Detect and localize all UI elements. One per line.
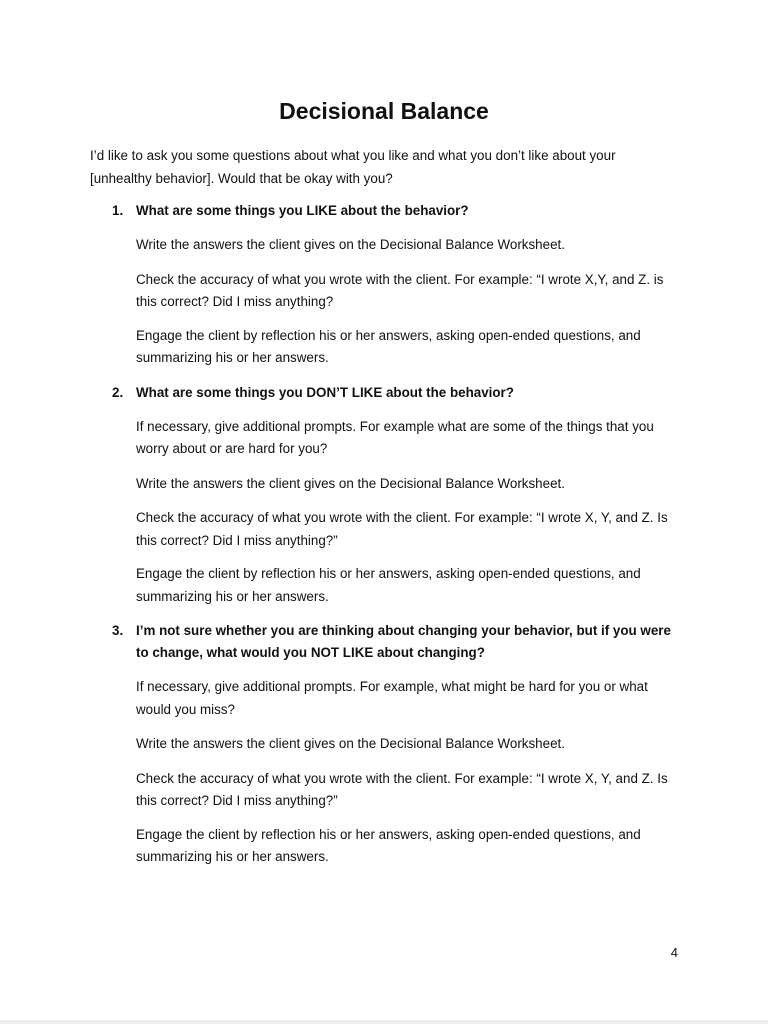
page-bottom-edge (0, 1020, 768, 1024)
instruction-paragraph: Write the answers the client gives on the Decisional Balance Worksheet. (136, 237, 565, 252)
instruction-paragraph: Check the accuracy of what you wrote with the client. For example: “I wrote X,Y, and Z. is this correct? Did I miss anything? (136, 271, 664, 309)
instruction-paragraph: If necessary, give additional prompts. For example what are some of the things that you worry about or are hard for you? (136, 418, 654, 456)
question-number: 1. (112, 203, 124, 218)
instruction-paragraph: Write the answers the client gives on the Decisional Balance Worksheet. (136, 475, 565, 491)
instruction-paragraph: Engage the client by reflection his or her answers, asking open-ended questions, and summarizing his or her answers. (136, 826, 641, 864)
instruction-paragraph: If necessary, give additional prompts. For example, what might be hard for you or what would you miss? (136, 679, 648, 717)
page-title: Decisional Balance (279, 98, 489, 124)
question-item-2 (0, 382, 768, 609)
instruction-paragraph: Check the accuracy of what you wrote with the client. For example: “I wrote X, Y, and Z. Is this correct? Did I miss anything?” (136, 770, 668, 808)
intro-paragraph: I’d like to ask you some questions about what you like and what you don’t like about your [unhealthy behavior]. Would that be okay with you? (90, 148, 616, 186)
question-number: 3. (112, 623, 124, 638)
instruction-paragraph: Check the accuracy of what you wrote with the client. For example: “I wrote X, Y, and Z. Is this correct? Did I miss anything?” (136, 510, 668, 548)
question-item-3 (0, 620, 768, 869)
question-text: What are some things you DON’T LIKE about the behavior? (136, 384, 514, 400)
instruction-paragraph: Write the answers the client gives on the Decisional Balance Worksheet. (136, 736, 565, 751)
question-text: What are some things you LIKE about the behavior? (136, 203, 469, 218)
question-heading (0, 200, 681, 222)
instruction-paragraph: Engage the client by reflection his or her answers, asking open-ended questions, and summarizing his or her answers. (136, 566, 641, 604)
instruction-paragraph: Engage the client by reflection his or her answers, asking open-ended questions, and summarizing his or her answers. (136, 327, 641, 365)
question-number: 2. (112, 384, 124, 400)
page-number: 4 (670, 945, 678, 960)
question-text: I’m not sure whether you are thinking about changing your behavior, but if you were to change, what would you NOT LIKE about changing? (136, 623, 671, 660)
question-item-1 (0, 200, 768, 370)
question-list (0, 200, 768, 869)
question-heading (0, 620, 681, 664)
question-heading (0, 382, 681, 404)
